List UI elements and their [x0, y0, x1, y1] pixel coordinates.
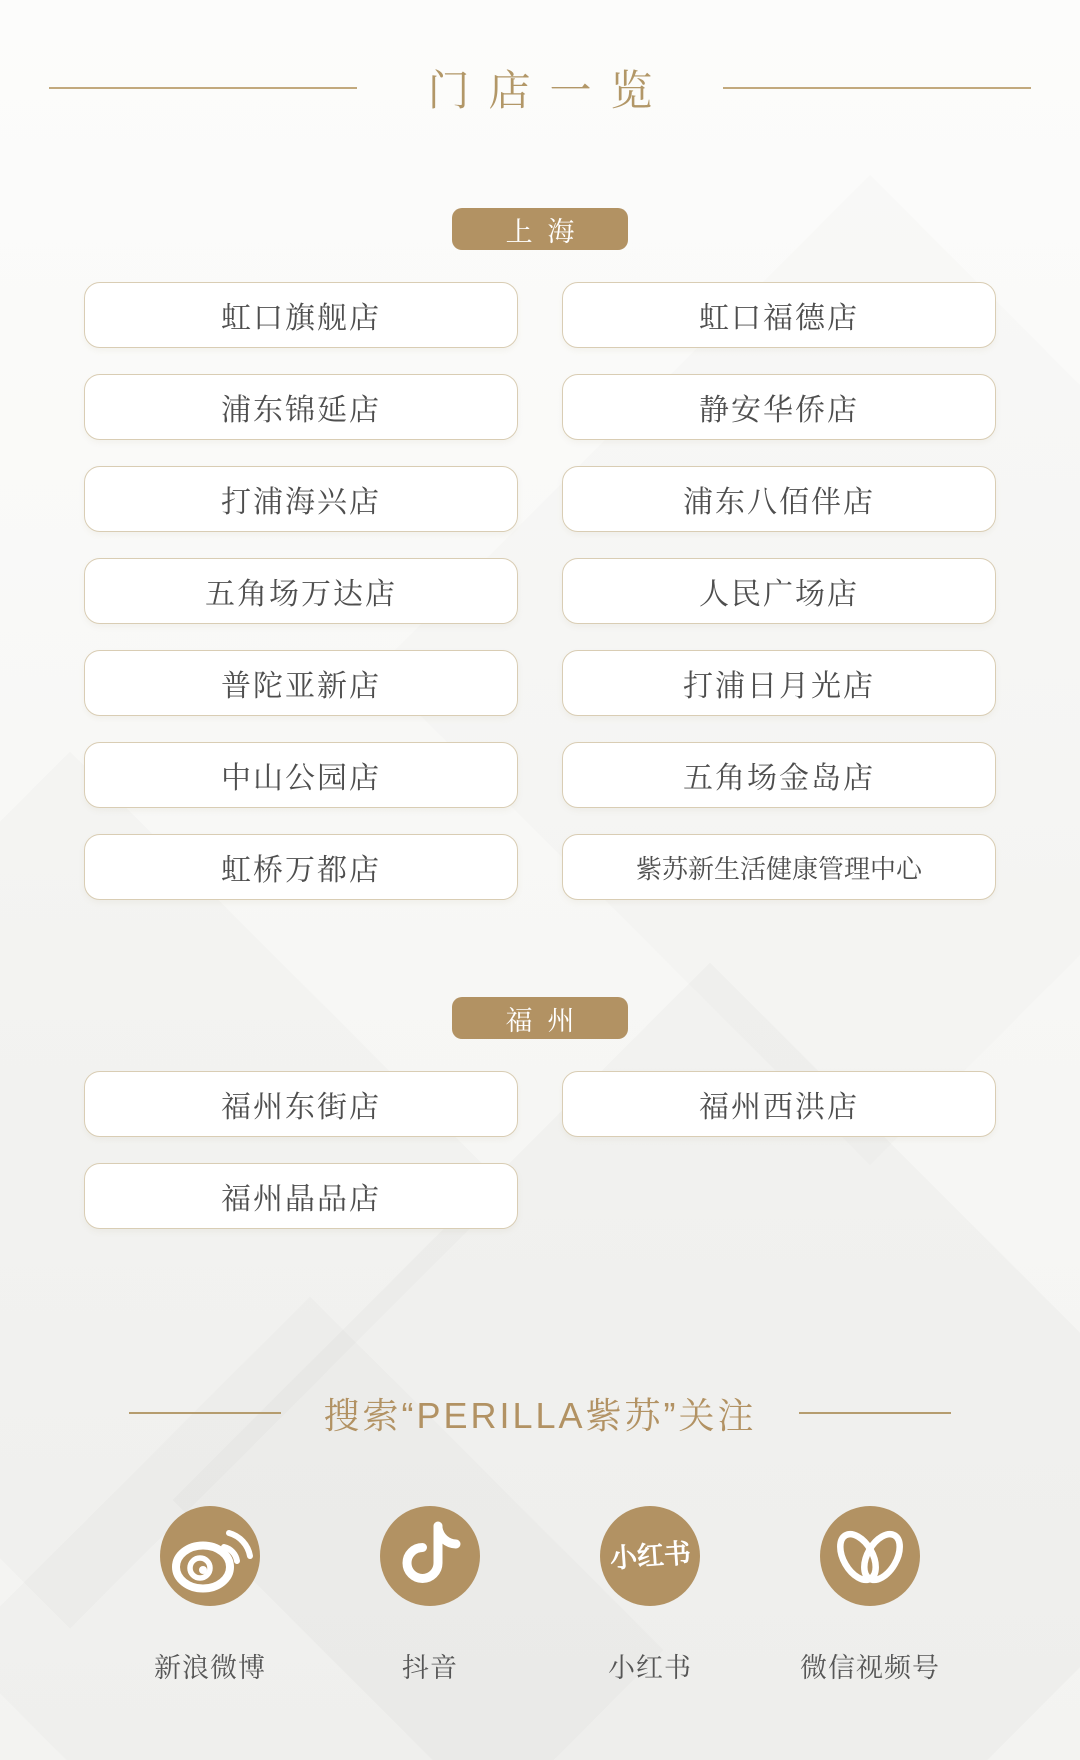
- section-fuzhou: [0, 997, 1080, 1229]
- title-rule-right: [723, 87, 1031, 89]
- social-label: 新浪微博: [154, 1653, 266, 1683]
- store-button[interactable]: 中山公园店: [84, 742, 518, 808]
- social-item-wechat-channels: [795, 1506, 945, 1685]
- social-label: 微信视频号: [800, 1653, 940, 1683]
- store-grid-fuzhou: [84, 1071, 996, 1229]
- social-links-row: [0, 1506, 1080, 1685]
- store-button[interactable]: 浦东锦延店: [84, 374, 518, 440]
- follow-heading-row: [0, 1391, 1080, 1435]
- follow-rule-right: [799, 1412, 951, 1414]
- store-button[interactable]: 人民广场店: [562, 558, 996, 624]
- store-button[interactable]: 虹口旗舰店: [84, 282, 518, 348]
- title-rule-left: [49, 87, 357, 89]
- store-button[interactable]: 紫苏新生活健康管理中心: [562, 834, 996, 900]
- xiaohongshu-icon-text: 小红书: [608, 1537, 692, 1574]
- page-title-row: [0, 0, 1080, 114]
- store-button[interactable]: 普陀亚新店: [84, 650, 518, 716]
- social-label: 抖音: [402, 1653, 458, 1683]
- section-shanghai: [0, 208, 1080, 900]
- store-button[interactable]: 福州晶品店: [84, 1163, 518, 1229]
- page-title: 门店一览: [427, 67, 672, 114]
- wechat-channels-icon[interactable]: [820, 1506, 920, 1606]
- social-item-douyin: [355, 1506, 505, 1685]
- store-grid-shanghai: [84, 282, 996, 900]
- social-item-weibo: [135, 1506, 285, 1685]
- store-button[interactable]: 打浦日月光店: [562, 650, 996, 716]
- store-button[interactable]: 打浦海兴店: [84, 466, 518, 532]
- store-button[interactable]: 五角场金岛店: [562, 742, 996, 808]
- store-button[interactable]: 浦东八佰伴店: [562, 466, 996, 532]
- store-button[interactable]: 静安华侨店: [562, 374, 996, 440]
- city-badge-shanghai: 上海: [452, 208, 628, 250]
- douyin-icon[interactable]: [380, 1506, 480, 1606]
- social-item-xiaohongshu: [575, 1506, 725, 1685]
- follow-heading: 搜索“PERILLA紫苏”关注: [323, 1394, 757, 1436]
- weibo-icon[interactable]: [160, 1506, 260, 1606]
- social-label: 小红书: [608, 1653, 692, 1683]
- store-button[interactable]: 福州西洪店: [562, 1071, 996, 1137]
- store-button[interactable]: 虹口福德店: [562, 282, 996, 348]
- store-button[interactable]: 福州东街店: [84, 1071, 518, 1137]
- follow-rule-left: [129, 1412, 281, 1414]
- city-badge-fuzhou: 福州: [452, 997, 628, 1039]
- store-button[interactable]: 五角场万达店: [84, 558, 518, 624]
- xiaohongshu-icon[interactable]: [600, 1506, 700, 1606]
- store-button[interactable]: 虹桥万都店: [84, 834, 518, 900]
